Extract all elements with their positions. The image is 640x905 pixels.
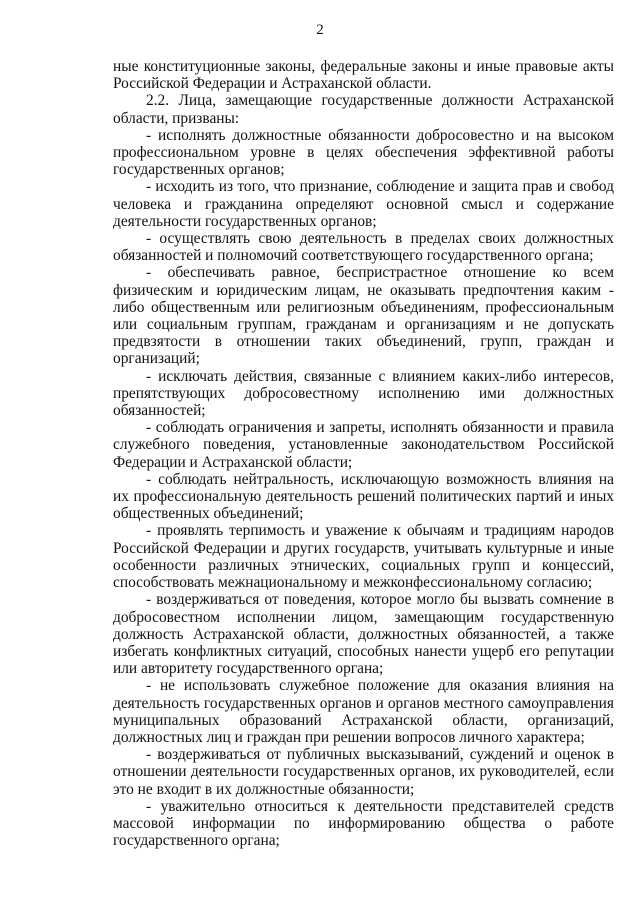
document-body (113, 58, 614, 849)
paragraph: - обеспечивать равное, беспристрастное отношение ко всем физическим и юридическим лицам, не оказывать предпочтения каким - либо общественным или религиозным объединениям, профессиональным или социальным группам, гражданам и организациям и не допускать предвзятости в отношении таких объединений, групп, граждан и организаций; (113, 264, 614, 368)
paragraph: - воздерживаться от публичных высказываний, суждений и оценок в отношении деятельности государственных органов, их руководителей, если это не входит в их должностные обязанности; (113, 746, 614, 798)
paragraph: - уважительно относиться к деятельности представителей средств массовой информации по информированию общества о работе государственного органа; (113, 797, 614, 850)
paragraph: - проявлять терпимость и уважение к обычаям и традициям народов Российской Федерации и других государств, учитывать культурные и иные особенности различных этнических, социальных групп и концессий, способствовать межнациональному и межконфессиональному согласию; (113, 522, 614, 592)
paragraph: - исключать действия, связанные с влиянием каких-либо интересов, препятствующих добросовестному исполнению ими должностных обязанностей; (113, 367, 614, 420)
paragraph: - соблюдать нейтральность, исключающую возможность влияния на их профессиональную деятельность решений политических партий и иных общественных объединений; (113, 470, 614, 523)
paragraph: 2.2. Лица, замещающие государственные должности Астраханской области, призваны: (113, 92, 614, 127)
paragraph: - осуществлять свою деятельность в пределах своих должностных обязанностей и полномочий соответствующего государственного органа; (113, 230, 614, 265)
paragraph: - воздерживаться от поведения, которое могло бы вызвать сомнение в добросовестном исполнении лицом, замещающим государственную должность Астраханской области, должностных обязанностей, а также избегать конфликтных ситуаций, способных нанести ущерб его репутации или авторитету государственного органа; (113, 591, 614, 678)
paragraph: ные конституционные законы, федеральные законы и иные правовые акты Российской Федерации и Астраханской области. (113, 58, 614, 93)
paragraph: - не использовать служебное положение для оказания влияния на деятельность государственных органов и органов местного самоуправления муниципальных образований Астраханской области, организаций, должностных лиц и граждан при решении вопросов личного характера; (113, 677, 614, 746)
paragraph: - исходить из того, что признание, соблюдение и защита прав и свобод человека и гражданина определяют основной смысл и содержание деятельности государственных органов; (113, 178, 614, 230)
paragraph: - соблюдать ограничения и запреты, исполнять обязанности и правила служебного поведения, установленные законодательством Российской Федерации и Астраханской области; (113, 419, 614, 471)
page-number: 2 (316, 22, 324, 38)
paragraph: - исполнять должностные обязанности добросовестно и на высоком профессиональном уровне в целях обеспечения эффективной работы государственных органов; (113, 126, 614, 179)
